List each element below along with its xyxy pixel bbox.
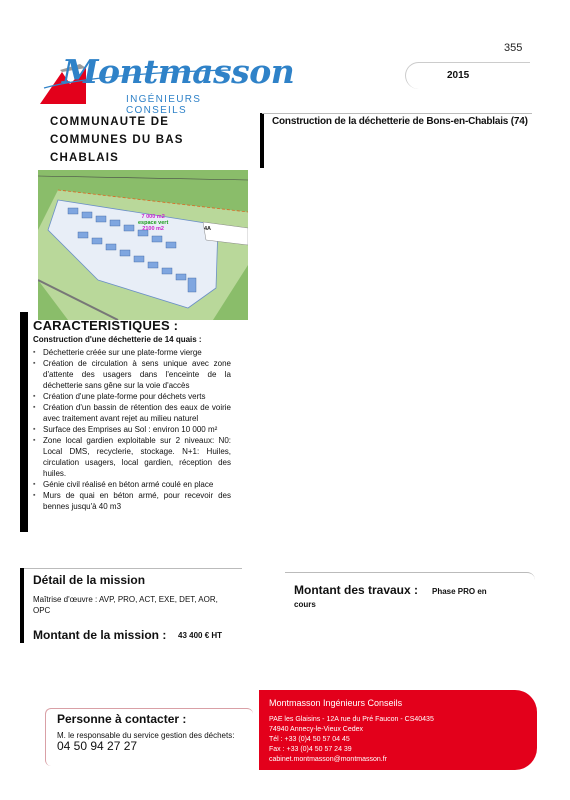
page-number: 355 [504, 42, 523, 54]
characteristics-subtitle: Construction d'une déchetterie de 14 quais : [33, 335, 202, 344]
company-email: cabinet.montmasson@montmasson.fr [269, 756, 387, 763]
list-item: ▪ Déchetterie créée sur une plate-forme vierge [33, 347, 231, 358]
list-item: ▪ Surface des Emprises au Sol : environ 10 000 m² [33, 424, 231, 435]
company-address-2: 74940 Annecy-le-Vieux Cedex [269, 726, 364, 733]
mission-accent-bar [20, 568, 24, 643]
list-item: ▪ Création d'un bassin de rétention des eaux de voirie avec traitement avant rejet au milieu naturel [33, 402, 231, 424]
works-amount-value: Phase PRO en [432, 587, 487, 596]
client-line-2: COMMUNES DU BAS [50, 134, 184, 146]
characteristics-title: CARACTERISTIQUES : [33, 318, 179, 333]
project-title: Construction de la déchetterie de Bons-en-Chablais (74) [272, 116, 528, 127]
list-item: ▪ Murs de quai en béton armé, pour recevoir des bennes jusqu'à 40 m3 [33, 490, 231, 512]
company-fax: Fax : +33 (0)4 50 57 24 39 [269, 746, 352, 753]
plan-zone-label: 4A [204, 226, 212, 232]
mission-amount-value: 43 400 € HT [178, 631, 223, 640]
works-amount-label: Montant des travaux : [294, 583, 419, 597]
works-amount-value-cont: cours [294, 600, 316, 609]
client-line-3: CHABLAIS [50, 152, 120, 164]
mission-amount-label: Montant de la mission : [33, 628, 167, 642]
works-frame [285, 572, 535, 622]
logo-subtitle: INGÉNIEURS CONSEILS [126, 94, 202, 116]
mission-title: Détail de la mission [33, 573, 146, 587]
list-item: ▪ Zone local gardien exploitable sur 2 niveaux: N0: Local DMS, recyclerie, stockage. N+1: Huiles, circulation usagers, local gardien, réception des huiles. [33, 435, 231, 479]
characteristics-list [33, 347, 231, 512]
list-item: ▪ Génie civil réalisé en béton armé coulé en place [33, 479, 231, 490]
project-accent-bar [260, 113, 264, 168]
company-logo [40, 52, 295, 116]
mission-description: Maîtrise d'œuvre : AVP, PRO, ACT, EXE, DET, AOR, OPC [33, 595, 218, 615]
contact-title: Personne à contacter : [57, 712, 187, 726]
project-divider [262, 113, 532, 114]
contact-details [57, 730, 247, 753]
client-name [50, 113, 250, 167]
list-item: ▪ Création de circulation à sens unique avec zone d'attente des usagers dans l'enceinte de la déchetterie sans gêne sur la voie d'accès [33, 358, 231, 391]
site-plan-image [38, 170, 248, 320]
logo-wordmark: Montmasson [62, 52, 295, 91]
company-address-1: PAE les Glaisins - 12A rue du Pré Faucon - CS40435 [269, 716, 434, 723]
plan-area-label: 7 000 m2 espace vert 2100 m2 [138, 214, 169, 232]
contact-description: M. le responsable du service gestion des déchets: [57, 731, 235, 740]
company-phone: Tél : +33 (0)4 50 57 04 45 [269, 736, 350, 743]
characteristics-accent-bar [20, 312, 28, 532]
company-name: Montmasson Ingénieurs Conseils [269, 698, 403, 708]
project-year: 2015 [447, 70, 470, 81]
site-plan-drawing [38, 170, 248, 320]
client-line-1: COMMUNAUTE DE [50, 116, 170, 128]
list-item: ▪ Création d'une plate-forme pour déchets verts [33, 391, 231, 402]
contact-phone: 04 50 94 27 27 [57, 739, 138, 753]
